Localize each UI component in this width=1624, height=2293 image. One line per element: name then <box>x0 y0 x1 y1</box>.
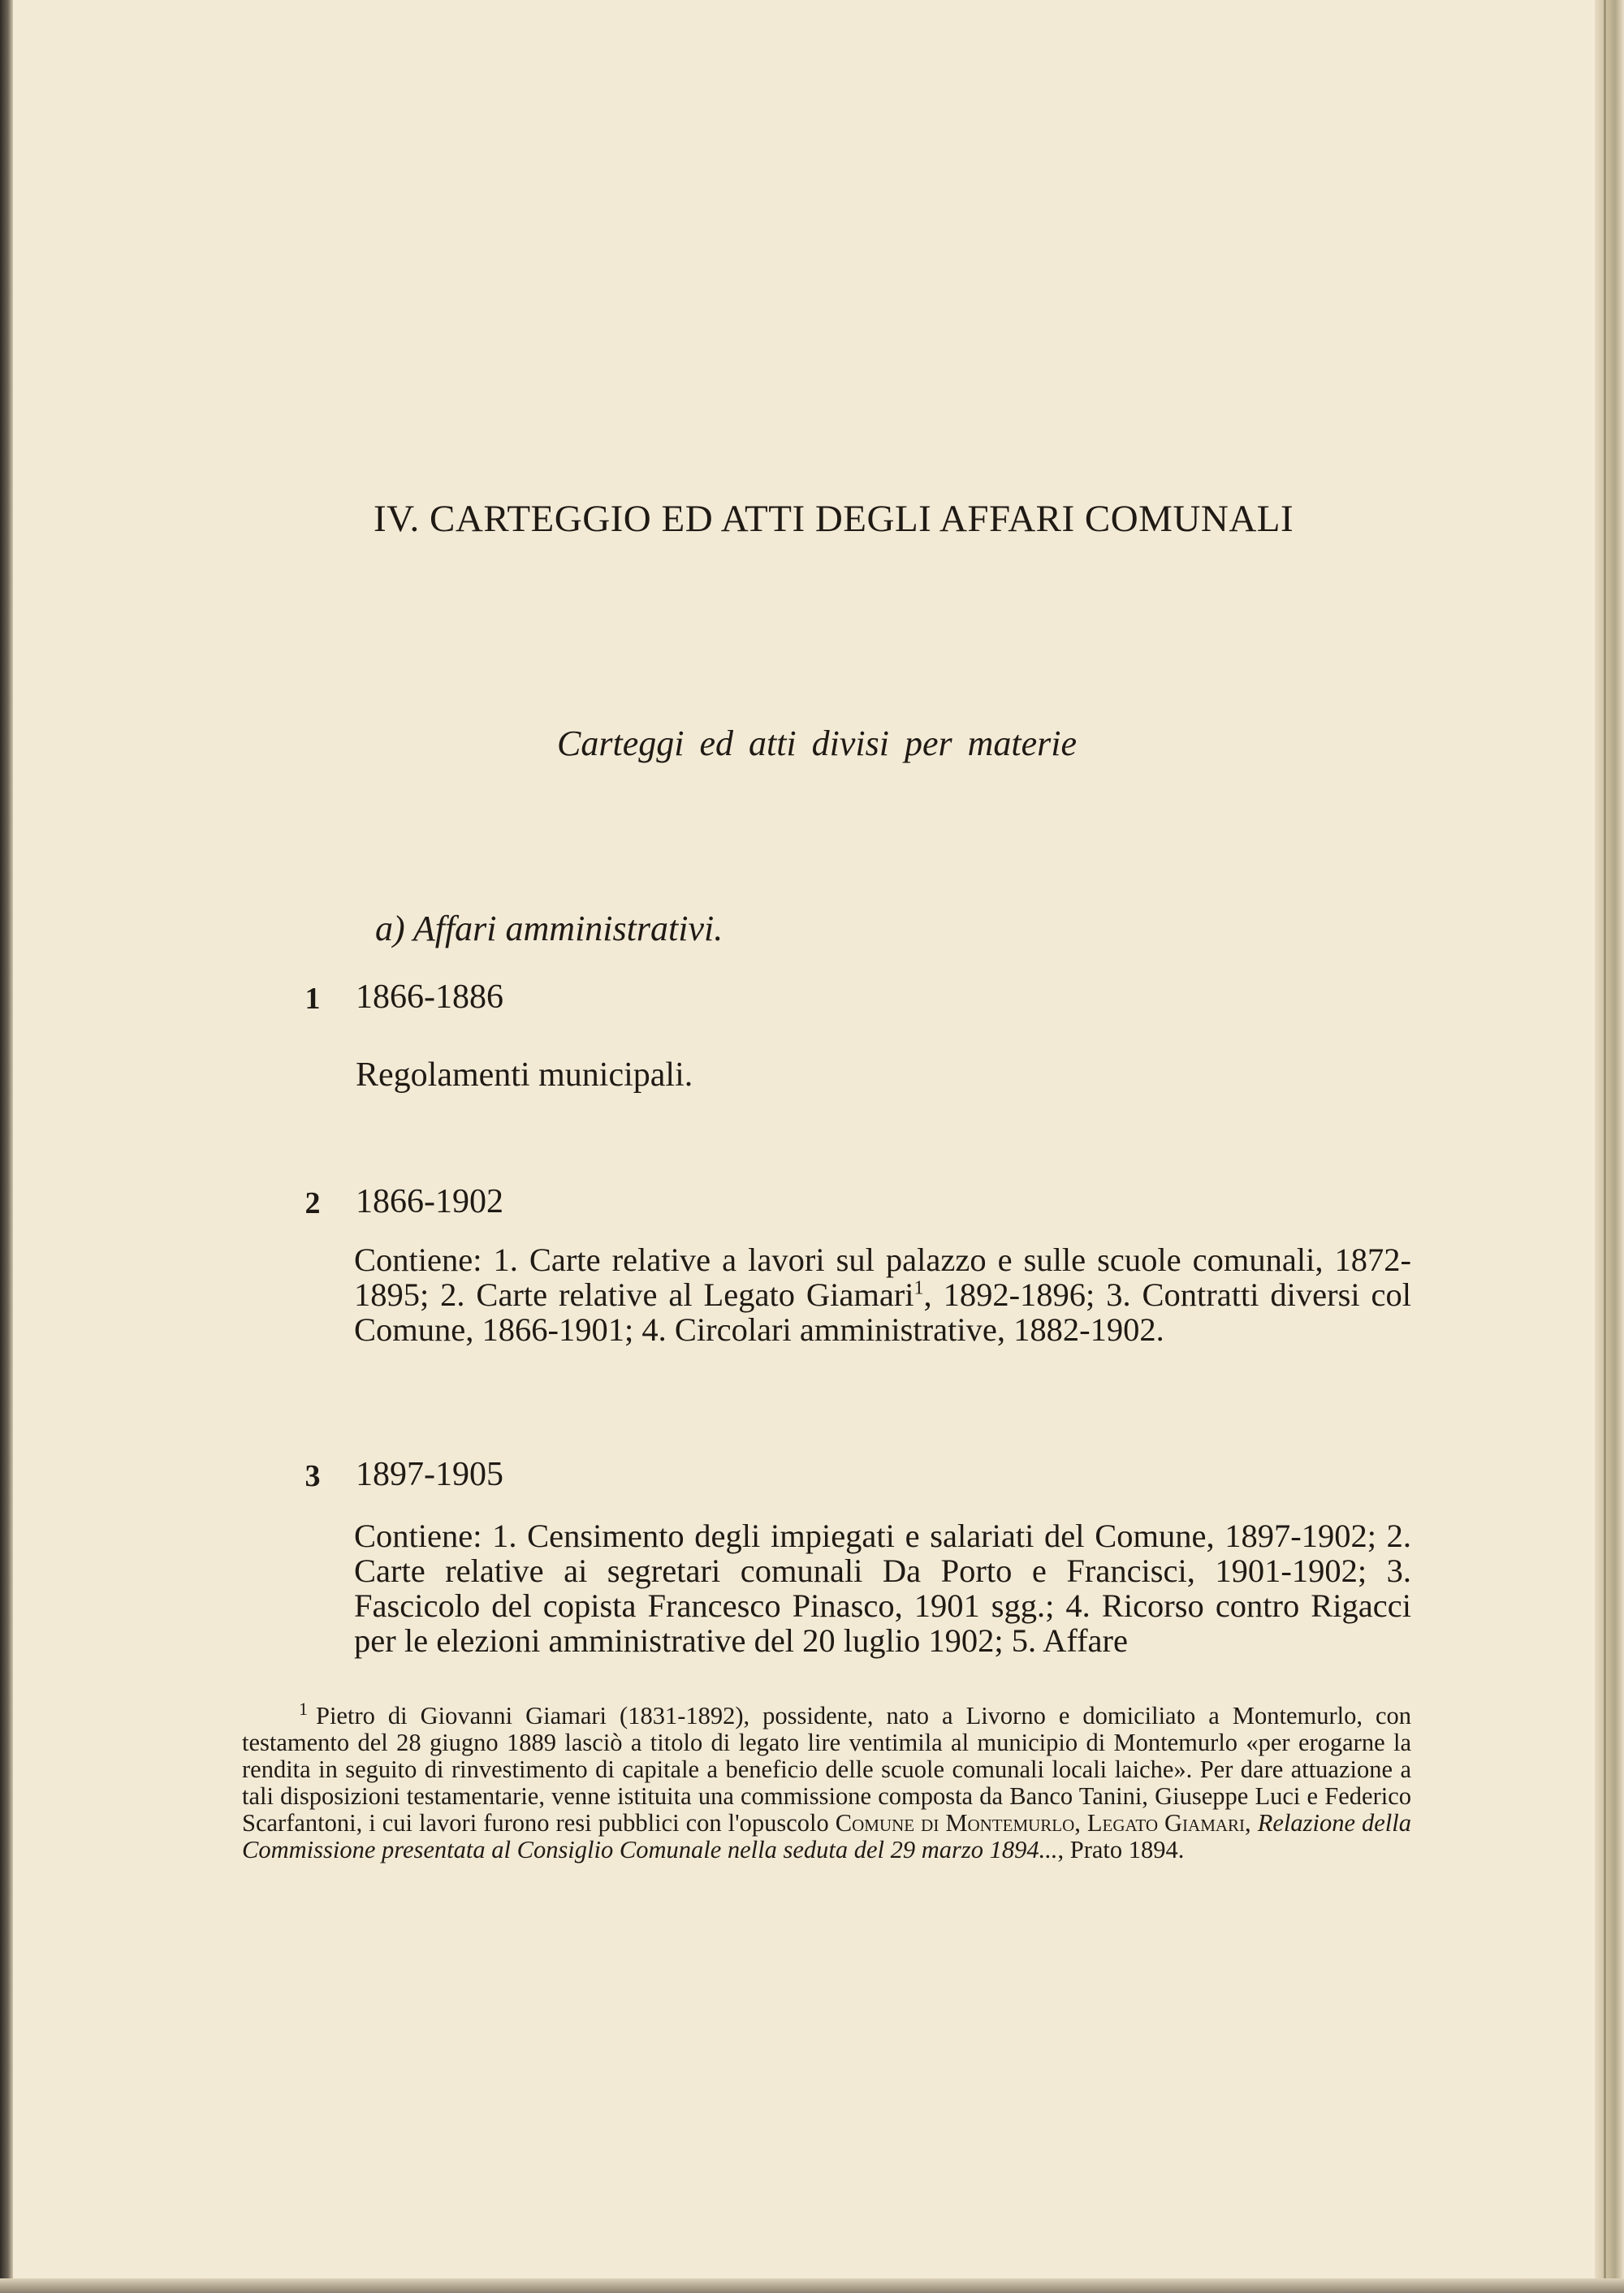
entry-2-number: 2 <box>304 1186 321 1220</box>
footnote-text-part-1: Pietro di Giovanni Giamari (1831-1892), possidente, nato a Livorno e domiciliato a Montemurlo, con testamento del 28 giugno 1889 lasciò a titolo di legato lire ventimila al municipio di Montemurlo «per erogarne la rendita in seguito di rinvestimento di capitale a beneficio delle scuole comunali locali laiche». Per dare attuazione a tali disposizioni testamentarie, venne istituita una commissione composta da Banco Tanini, Giuseppe Luci e Federico Scarfantoni, i cui lavori furono resi pubblici con l'opuscolo <box>242 1702 1411 1837</box>
entry-3-number: 3 <box>304 1459 321 1493</box>
section-title: a) Affari amministrativi. <box>375 909 723 948</box>
page-bottom-edge <box>0 2278 1624 2293</box>
entry-2-date: 1866-1902 <box>356 1183 503 1220</box>
chapter-subheading: Carteggi ed atti divisi per materie <box>557 723 1078 763</box>
binding-line <box>1604 0 1606 2293</box>
footnote-number: 1 <box>299 1699 308 1719</box>
entry-2-body-part-2: , 1892-1896; 3. Contratti diversi col Comune, 1866-1901; 4. Circolari amministrative, 1882-1902. <box>354 1276 1411 1348</box>
entry-2-body <box>354 1242 1411 1347</box>
footnote-title: Relazione della Commissione presentata al Consiglio Comunale nella seduta del 29 marzo 1894... <box>242 1809 1412 1864</box>
entry-3-body: Contiene: 1. Censimento degli impiegati e salariati del Comune, 1897-1902; 2. Carte relative ai segretari comunali Da Porto e Francisci, 1901-1902; 3. Fascicolo del copista Francesco Pinasco, 1901 sgg.; 4. Ricorso contro Rigacci per le elezioni amministrative del 20 luglio 1902; 5. Affare <box>354 1518 1411 1659</box>
entry-1-date: 1866-1886 <box>356 978 503 1016</box>
footnote-reference: 1 <box>914 1277 924 1299</box>
page-left-edge <box>0 0 13 2293</box>
entry-3-date: 1897-1905 <box>356 1456 503 1493</box>
entry-1-number: 1 <box>304 982 321 1016</box>
page-right-edge <box>1595 0 1624 2293</box>
footnote-publisher: Comune di Montemurlo, Legato Giamari, <box>835 1809 1251 1837</box>
footnote <box>242 1695 1411 1863</box>
entry-1-title: Regolamenti municipali. <box>356 1056 693 1094</box>
entry-2-body-part-1: Contiene: 1. Carte relative a lavori sul palazzo e sulle scuole comunali, 1872-1895; 2. Carte relative al Legato Giamari <box>354 1242 1411 1313</box>
chapter-heading: IV. CARTEGGIO ED ATTI DEGLI AFFARI COMUNALI <box>374 498 1294 540</box>
footnote-text-part-2: , Prato 1894. <box>1057 1836 1185 1864</box>
